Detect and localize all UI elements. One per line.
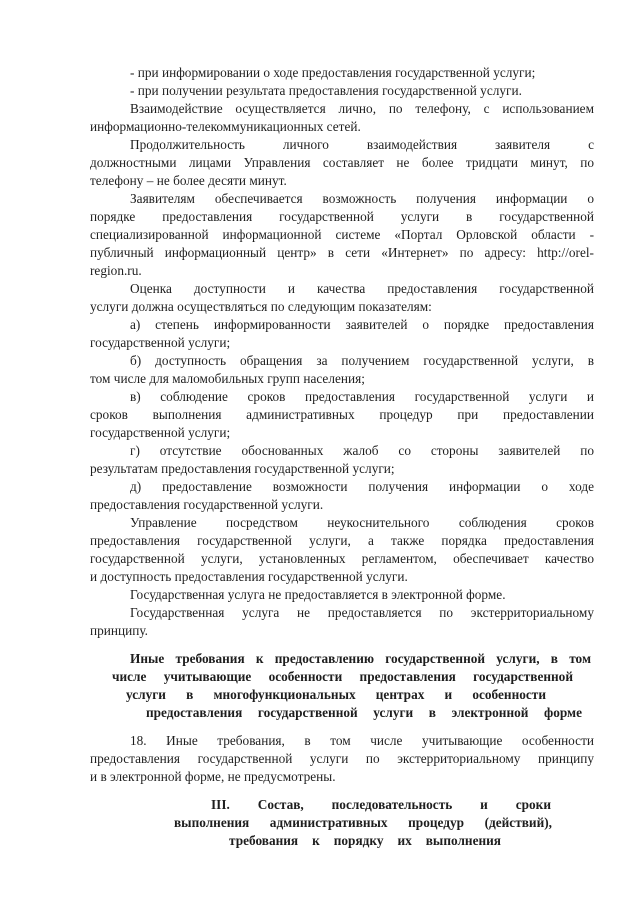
list-item-line: предоставления государственной услуги. xyxy=(90,497,324,512)
list-item-line: сроков выполнения административных процедур при предоставлении xyxy=(90,407,594,422)
paragraph-line: принципу. xyxy=(90,623,148,638)
paragraph-line: и в электронной форме, не предусмотрены. xyxy=(90,769,336,784)
paragraph-line: специализированной информационной системе «Портал Орловской области - xyxy=(90,227,594,242)
paragraph-line: и доступность предоставления государственной услуги. xyxy=(90,569,408,584)
paragraph-line: region.ru. xyxy=(90,263,142,278)
paragraph-line: информационно-телекоммуникационных сетей. xyxy=(90,119,361,134)
list-item-line: а) степень информированности заявителей о порядке предоставления xyxy=(130,317,594,332)
paragraph-line: предоставления государственной услуги, а также порядка предоставления xyxy=(90,533,594,548)
paragraph-line: услуги должна осуществляться по следующим показателям: xyxy=(90,299,432,314)
section-heading-line: услуги в многофункциональных центрах и особенности xyxy=(126,687,546,702)
paragraph-line: публичный информационный центр» в сети «Интернет» по адресу: http://orel- xyxy=(90,245,594,260)
list-item-line: г) отсутствие обоснованных жалоб со стороны заявителей по xyxy=(130,443,594,458)
paragraph-first-line: 18. Иные требования, в том числе учитывающие особенности xyxy=(130,733,594,748)
list-item-line: государственной услуги; xyxy=(90,425,231,440)
paragraph-line: государственной услуги, установленных регламентом, обеспечивает качество xyxy=(90,551,594,566)
chapter-heading-line: требования к порядку их выполнения xyxy=(229,833,501,848)
paragraph-line: предоставления государственной услуги по экстерриториальному принципу xyxy=(90,751,594,766)
list-item-line: результатам предоставления государственной услуги; xyxy=(90,461,395,476)
paragraph-first-line: Государственная услуга не предоставляется в электронной форме. xyxy=(130,587,506,602)
section-heading-line: предоставления государственной услуги в электронной форме xyxy=(146,705,582,720)
paragraph-first-line: Оценка доступности и качества предоставления государственной xyxy=(130,281,594,296)
paragraph-first-line: Государственная услуга не предоставляется по экстерриториальному xyxy=(130,605,594,620)
list-item-line: д) предоставление возможности получения информации о ходе xyxy=(130,479,594,494)
list-item-line: б) доступность обращения за получением государственной услуги, в xyxy=(130,353,594,368)
section-heading-line: Иные требования к предоставлению государственной услуги, в том xyxy=(130,651,591,666)
list-item-line: государственной услуги; xyxy=(90,335,231,350)
paragraph-first-line: Управление посредством неукоснительного соблюдения сроков xyxy=(130,515,594,530)
paragraph-first-line: Взаимодействие осуществляется лично, по телефону, с использованием xyxy=(130,101,594,116)
list-item-line: том числе для маломобильных групп населения; xyxy=(90,371,365,386)
bullet-line: - при получении результата предоставления государственной услуги. xyxy=(130,83,522,98)
paragraph-line: телефону – не более десяти минут. xyxy=(90,173,287,188)
paragraph-line: должностными лицами Управления составляет не более тридцати минут, по xyxy=(90,155,594,170)
bullet-line: - при информировании о ходе предоставления государственной услуги; xyxy=(130,65,536,80)
chapter-heading-line: выполнения административных процедур (действий), xyxy=(174,815,552,830)
paragraph-first-line: Заявителям обеспечивается возможность получения информации о xyxy=(130,191,594,206)
section-heading-line: числе учитывающие особенности предоставления государственной xyxy=(112,669,573,684)
chapter-heading-line: III. Состав, последовательность и сроки xyxy=(211,797,551,812)
paragraph-line: порядке предоставления государственной услуги в государственной xyxy=(90,209,594,224)
list-item-line: в) соблюдение сроков предоставления государственной услуги и xyxy=(130,389,594,404)
paragraph-first-line: Продолжительность личного взаимодействия заявителя с xyxy=(130,137,594,152)
